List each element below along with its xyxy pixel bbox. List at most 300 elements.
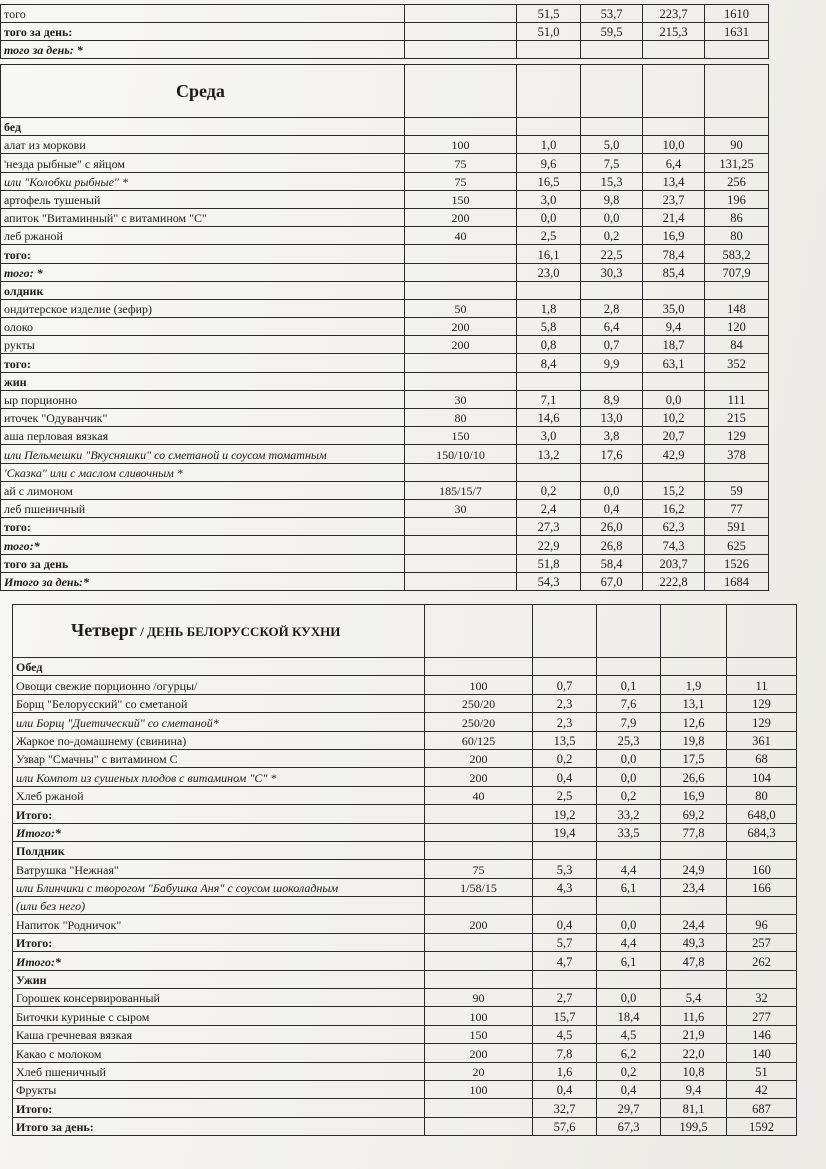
carbs-value: [643, 372, 705, 390]
dish-name: ыр порционно: [1, 390, 405, 408]
carbs-value: 24,9: [661, 860, 727, 878]
portion-weight: 1/58/15: [425, 878, 533, 896]
dish-name: Полдник: [13, 841, 425, 859]
carbs-value: [643, 463, 705, 481]
portion-weight: 20: [425, 1062, 533, 1080]
dish-name: того:: [1, 518, 405, 536]
table-row: [1, 136, 769, 154]
dish-name: того: *: [1, 263, 405, 281]
dish-name: того за день: [1, 554, 405, 572]
calories-value: 104: [727, 768, 797, 786]
fat-value: 5,0: [581, 136, 643, 154]
calories-value: 160: [727, 860, 797, 878]
table-row: [1, 263, 769, 281]
fat-value: [597, 841, 661, 859]
protein-value: 54,3: [517, 572, 581, 590]
portion-weight: [425, 970, 533, 988]
protein-value: 16,1: [517, 245, 581, 263]
carbs-value: 13,1: [661, 694, 727, 712]
carbs-value: 9,4: [661, 1080, 727, 1098]
menu-table-thursday: [12, 604, 797, 1136]
fat-value: 29,7: [597, 1099, 661, 1117]
carbs-value: 42,9: [643, 445, 705, 463]
calories-value: [705, 372, 769, 390]
table-row: [13, 676, 797, 694]
table-row: [13, 731, 797, 749]
carbs-value: 222,8: [643, 572, 705, 590]
dish-name: того за день: *: [1, 41, 405, 59]
calories-value: 277: [727, 1007, 797, 1025]
fat-value: 0,4: [581, 499, 643, 517]
menu-table-top: [0, 4, 769, 59]
fat-value: 67,3: [597, 1117, 661, 1135]
portion-weight: 200: [425, 915, 533, 933]
calories-value: 32: [727, 989, 797, 1007]
dish-name: 'Сказка" или с маслом сливочным *: [1, 463, 405, 481]
protein-value: 13,2: [517, 445, 581, 463]
dish-name: аша перловая вязкая: [1, 427, 405, 445]
carbs-value: 20,7: [643, 427, 705, 445]
fat-value: 26,0: [581, 518, 643, 536]
fat-value: 8,9: [581, 390, 643, 408]
protein-value: [533, 897, 597, 915]
dish-name: Итого за день:*: [1, 572, 405, 590]
protein-value: 23,0: [517, 263, 581, 281]
calories-value: 166: [727, 878, 797, 896]
table-row: [1, 154, 769, 172]
dish-name: иточек "Одуванчик": [1, 409, 405, 427]
protein-value: 3,0: [517, 190, 581, 208]
fat-value: 30,3: [581, 263, 643, 281]
table-row: [1, 118, 769, 136]
table-row: [1, 445, 769, 463]
dish-name: Узвар "Смачны" с витамином С: [13, 749, 425, 767]
carbs-value: 17,5: [661, 749, 727, 767]
carbs-value: 16,2: [643, 499, 705, 517]
portion-weight: 40: [425, 786, 533, 804]
day-title: Четверг: [71, 620, 137, 640]
carbs-value: 199,5: [661, 1117, 727, 1135]
calories-value: [727, 970, 797, 988]
dish-name: 'незда рыбные" с яйцом: [1, 154, 405, 172]
table-row: [1, 190, 769, 208]
fat-value: [597, 897, 661, 915]
dish-name: олоко: [1, 318, 405, 336]
fat-value: 0,0: [581, 481, 643, 499]
fat-value: 58,4: [581, 554, 643, 572]
portion-weight: 75: [405, 154, 517, 172]
portion-weight: [405, 118, 517, 136]
portion-weight: 200: [425, 749, 533, 767]
portion-weight: [405, 372, 517, 390]
dish-name: жин: [1, 372, 405, 390]
protein-value: 2,3: [533, 694, 597, 712]
fat-value: [581, 281, 643, 299]
dish-name: Фрукты: [13, 1080, 425, 1098]
portion-weight: [405, 5, 517, 23]
table-row: [13, 1044, 797, 1062]
fat-value: 0,0: [597, 915, 661, 933]
carbs-value: 85,4: [643, 263, 705, 281]
calories-value: 1684: [705, 572, 769, 590]
table-row: [1, 554, 769, 572]
table-row: [1, 41, 769, 59]
protein-value: 15,7: [533, 1007, 597, 1025]
calories-value: 86: [705, 208, 769, 226]
fat-value: 3,8: [581, 427, 643, 445]
portion-weight: [405, 41, 517, 59]
dish-name: того:: [1, 354, 405, 372]
calories-value: 215: [705, 409, 769, 427]
protein-value: 22,9: [517, 536, 581, 554]
carbs-value: 12,6: [661, 713, 727, 731]
calories-value: [727, 897, 797, 915]
carbs-value: 23,4: [661, 878, 727, 896]
table-row: [1, 409, 769, 427]
calories-value: 51: [727, 1062, 797, 1080]
fat-value: 15,3: [581, 172, 643, 190]
fat-value: 7,6: [597, 694, 661, 712]
dish-name: (или без него): [13, 897, 425, 915]
dish-name: Каша гречневая вязкая: [13, 1025, 425, 1043]
fat-value: 0,0: [597, 989, 661, 1007]
carbs-value: 13,4: [643, 172, 705, 190]
table-row: [13, 749, 797, 767]
protein-value: 19,4: [533, 823, 597, 841]
fat-value: 59,5: [581, 23, 643, 41]
carbs-value: 10,0: [643, 136, 705, 154]
dish-name: или Компот из сушеных плодов с витамином "С" *: [13, 768, 425, 786]
calories-value: 120: [705, 318, 769, 336]
fat-value: 7,5: [581, 154, 643, 172]
calories-value: [727, 841, 797, 859]
calories-value: [727, 658, 797, 676]
table-row: [13, 694, 797, 712]
portion-weight: 75: [405, 172, 517, 190]
portion-weight: 250/20: [425, 694, 533, 712]
fat-value: 18,4: [597, 1007, 661, 1025]
protein-value: [517, 281, 581, 299]
carbs-value: 81,1: [661, 1099, 727, 1117]
carbs-value: [661, 841, 727, 859]
calories-value: 1592: [727, 1117, 797, 1135]
table-row: [1, 245, 769, 263]
calories-value: 625: [705, 536, 769, 554]
dish-name: олдник: [1, 281, 405, 299]
fat-value: 0,0: [597, 749, 661, 767]
portion-weight: 100: [425, 676, 533, 694]
calories-value: 352: [705, 354, 769, 372]
calories-value: 361: [727, 731, 797, 749]
dish-name: того: [1, 5, 405, 23]
dish-name: Овощи свежие порционно /огурцы/: [13, 676, 425, 694]
fat-value: 0,2: [581, 227, 643, 245]
calories-value: [705, 281, 769, 299]
calories-value: 591: [705, 518, 769, 536]
carbs-value: 215,3: [643, 23, 705, 41]
portion-weight: 100: [405, 136, 517, 154]
dish-name: апиток "Витаминный" с витамином "С": [1, 208, 405, 226]
carbs-value: 74,3: [643, 536, 705, 554]
dish-name: Обед: [13, 658, 425, 676]
carbs-value: 62,3: [643, 518, 705, 536]
table-row: [1, 5, 769, 23]
portion-weight: [425, 805, 533, 823]
table-row: [1, 172, 769, 190]
carbs-value: 21,9: [661, 1025, 727, 1043]
protein-value: 0,0: [517, 208, 581, 226]
carbs-value: 11,6: [661, 1007, 727, 1025]
fat-value: 22,5: [581, 245, 643, 263]
calories-value: 148: [705, 299, 769, 317]
carbs-value: 15,2: [643, 481, 705, 499]
portion-weight: [405, 281, 517, 299]
fat-value: 0,7: [581, 336, 643, 354]
portion-weight: [405, 536, 517, 554]
protein-value: 2,5: [517, 227, 581, 245]
calories-value: 129: [705, 427, 769, 445]
protein-value: 13,5: [533, 731, 597, 749]
calories-value: 131,25: [705, 154, 769, 172]
carbs-value: [643, 118, 705, 136]
fat-value: 0,2: [597, 786, 661, 804]
protein-value: 7,1: [517, 390, 581, 408]
table-row: [13, 1025, 797, 1043]
carbs-value: [661, 970, 727, 988]
fat-value: 25,3: [597, 731, 661, 749]
calories-value: 96: [727, 915, 797, 933]
fat-value: 0,2: [597, 1062, 661, 1080]
carbs-value: 203,7: [643, 554, 705, 572]
dish-name: Итого:: [13, 805, 425, 823]
dish-name: Ватрушка "Нежная": [13, 860, 425, 878]
dish-name: или Пельмешки "Вкусняшки" со сметаной и соусом томатным: [1, 445, 405, 463]
portion-weight: 185/15/7: [405, 481, 517, 499]
calories-value: 583,2: [705, 245, 769, 263]
portion-weight: [405, 263, 517, 281]
table-row: [13, 1117, 797, 1135]
protein-value: 1,0: [517, 136, 581, 154]
fat-value: 4,4: [597, 860, 661, 878]
protein-value: 2,3: [533, 713, 597, 731]
carbs-value: [661, 658, 727, 676]
protein-value: 5,3: [533, 860, 597, 878]
fat-value: [581, 372, 643, 390]
fat-value: 6,2: [597, 1044, 661, 1062]
carbs-value: 26,6: [661, 768, 727, 786]
portion-weight: 200: [405, 336, 517, 354]
portion-weight: 100: [425, 1007, 533, 1025]
portion-weight: 150: [405, 427, 517, 445]
fat-value: 67,0: [581, 572, 643, 590]
calories-value: 257: [727, 933, 797, 951]
table-row: [1, 427, 769, 445]
fat-value: 0,0: [581, 208, 643, 226]
portion-weight: 60/125: [425, 731, 533, 749]
day-subtitle: / ДЕНЬ БЕЛОРУССКОЙ КУХНИ: [136, 624, 341, 639]
carbs-value: 16,9: [661, 786, 727, 804]
carbs-value: 49,3: [661, 933, 727, 951]
table-row: [1, 354, 769, 372]
portion-weight: 80: [405, 409, 517, 427]
menu-table-wednesday: [0, 64, 769, 591]
protein-value: 5,7: [533, 933, 597, 951]
protein-value: 2,7: [533, 989, 597, 1007]
table-row: [13, 878, 797, 896]
fat-value: 6,1: [597, 878, 661, 896]
dish-name: алат из моркови: [1, 136, 405, 154]
calories-value: 11: [727, 676, 797, 694]
calories-value: 129: [727, 713, 797, 731]
fat-value: 17,6: [581, 445, 643, 463]
protein-value: 57,6: [533, 1117, 597, 1135]
dish-name: леб ржаной: [1, 227, 405, 245]
table-row: [13, 915, 797, 933]
table-row: [1, 499, 769, 517]
dish-name: ай с лимоном: [1, 481, 405, 499]
fat-value: [597, 970, 661, 988]
calories-value: 77: [705, 499, 769, 517]
calories-value: 146: [727, 1025, 797, 1043]
protein-value: 0,7: [533, 676, 597, 694]
protein-value: 0,8: [517, 336, 581, 354]
dish-name: того:: [1, 245, 405, 263]
carbs-value: 223,7: [643, 5, 705, 23]
portion-weight: [425, 841, 533, 859]
portion-weight: 40: [405, 227, 517, 245]
protein-value: 7,8: [533, 1044, 597, 1062]
dish-name: леб пшеничный: [1, 499, 405, 517]
day-header-wednesday: [1, 65, 769, 118]
calories-value: 378: [705, 445, 769, 463]
table-row: [13, 658, 797, 676]
carbs-value: 23,7: [643, 190, 705, 208]
portion-weight: [425, 1099, 533, 1117]
fat-value: [581, 118, 643, 136]
protein-value: 1,6: [533, 1062, 597, 1080]
portion-weight: [405, 572, 517, 590]
dish-name: рукты: [1, 336, 405, 354]
protein-value: 0,4: [533, 768, 597, 786]
protein-value: 51,5: [517, 5, 581, 23]
fat-value: 33,5: [597, 823, 661, 841]
table-row: [1, 281, 769, 299]
table-row: [13, 970, 797, 988]
calories-value: 262: [727, 952, 797, 970]
dish-name: Напиток "Родничок": [13, 915, 425, 933]
portion-weight: [425, 933, 533, 951]
portion-weight: [405, 354, 517, 372]
day-header-thursday: [13, 605, 797, 658]
portion-weight: [425, 897, 533, 915]
portion-weight: 150/10/10: [405, 445, 517, 463]
fat-value: 7,9: [597, 713, 661, 731]
protein-value: 16,5: [517, 172, 581, 190]
table-row: [13, 713, 797, 731]
calories-value: 1610: [705, 5, 769, 23]
dish-name: Горошек консервированный: [13, 989, 425, 1007]
dish-name: Борщ "Белорусский" со сметаной: [13, 694, 425, 712]
day-title: Среда: [1, 65, 405, 118]
carbs-value: 10,2: [643, 409, 705, 427]
calories-value: 42: [727, 1080, 797, 1098]
protein-value: 4,7: [533, 952, 597, 970]
calories-value: [705, 41, 769, 59]
table-row: [13, 1080, 797, 1098]
calories-value: 684,3: [727, 823, 797, 841]
calories-value: 80: [727, 786, 797, 804]
table-row: [1, 481, 769, 499]
portion-weight: 150: [425, 1025, 533, 1043]
carbs-value: 77,8: [661, 823, 727, 841]
protein-value: 0,4: [533, 915, 597, 933]
calories-value: 84: [705, 336, 769, 354]
portion-weight: 250/20: [425, 713, 533, 731]
fat-value: 6,1: [597, 952, 661, 970]
table-row: [1, 518, 769, 536]
carbs-value: 5,4: [661, 989, 727, 1007]
portion-weight: [425, 658, 533, 676]
portion-weight: 90: [425, 989, 533, 1007]
carbs-value: 6,4: [643, 154, 705, 172]
protein-value: [517, 118, 581, 136]
carbs-value: 35,0: [643, 299, 705, 317]
table-row: [13, 805, 797, 823]
table-row: [13, 823, 797, 841]
protein-value: [533, 841, 597, 859]
table-row: [13, 1062, 797, 1080]
calories-value: 140: [727, 1044, 797, 1062]
calories-value: 80: [705, 227, 769, 245]
dish-name: Итого:*: [13, 823, 425, 841]
fat-value: 33,2: [597, 805, 661, 823]
portion-weight: [425, 823, 533, 841]
portion-weight: 100: [425, 1080, 533, 1098]
table-row: [13, 1007, 797, 1025]
carbs-value: 0,0: [643, 390, 705, 408]
protein-value: 32,7: [533, 1099, 597, 1117]
dish-name: Хлеб пшеничный: [13, 1062, 425, 1080]
protein-value: [517, 41, 581, 59]
calories-value: 687: [727, 1099, 797, 1117]
portion-weight: [405, 23, 517, 41]
dish-name: ондитерское изделие (зефир): [1, 299, 405, 317]
dish-name: того:*: [1, 536, 405, 554]
calories-value: 59: [705, 481, 769, 499]
fat-value: 4,4: [597, 933, 661, 951]
fat-value: 53,7: [581, 5, 643, 23]
portion-weight: [405, 463, 517, 481]
dish-name: Хлеб ржаной: [13, 786, 425, 804]
protein-value: 27,3: [517, 518, 581, 536]
table-row: [1, 23, 769, 41]
calories-value: 1631: [705, 23, 769, 41]
table-row: [1, 372, 769, 390]
portion-weight: 200: [405, 318, 517, 336]
protein-value: 4,3: [533, 878, 597, 896]
carbs-value: 21,4: [643, 208, 705, 226]
portion-weight: [405, 518, 517, 536]
fat-value: [581, 463, 643, 481]
carbs-value: 22,0: [661, 1044, 727, 1062]
table-row: [13, 768, 797, 786]
dish-name: или Борщ "Диетический" со сметаной*: [13, 713, 425, 731]
calories-value: [705, 463, 769, 481]
portion-weight: [405, 245, 517, 263]
protein-value: 0,2: [517, 481, 581, 499]
table-row: [13, 841, 797, 859]
table-row: [1, 227, 769, 245]
